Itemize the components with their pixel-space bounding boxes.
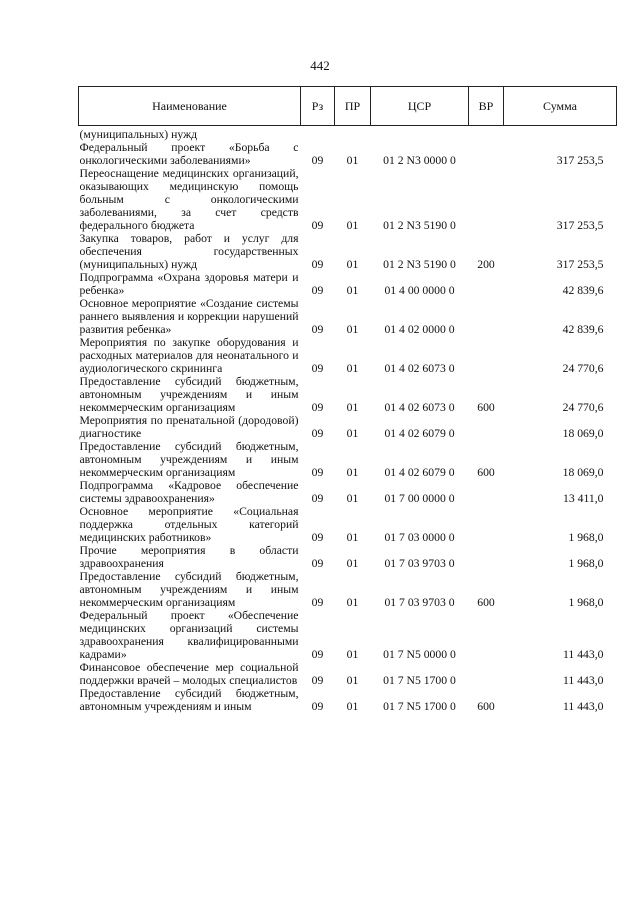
row-vr [469, 505, 504, 544]
table-row [79, 167, 617, 232]
row-rz: 09 [311, 323, 324, 336]
row-rz: 09 [311, 700, 324, 713]
table-row [79, 141, 617, 167]
row-csr: 01 2 N3 0000 0 [383, 154, 456, 167]
row-pr [335, 126, 371, 142]
row-name: Прочие мероприятия в области здравоохранения [79, 544, 299, 570]
header-csr: ЦСР [371, 87, 469, 126]
row-name: (муниципальных) нужд [79, 128, 198, 141]
row-vr: 600 [477, 700, 495, 713]
row-vr [469, 297, 504, 336]
row-name: Основное мероприятие «Создание системы раннего выявления и коррекции нарушений развития ребенка» [79, 297, 299, 336]
row-pr: 01 [346, 401, 359, 414]
row-rz [301, 126, 335, 142]
table-row [79, 336, 617, 375]
row-rz: 09 [311, 596, 324, 609]
row-pr: 01 [346, 466, 359, 479]
row-rz: 09 [311, 466, 324, 479]
row-rz: 09 [311, 674, 324, 687]
header-rz: Рз [301, 87, 335, 126]
table-row [79, 661, 617, 687]
header-pr: ПР [335, 87, 371, 126]
row-vr: 600 [477, 401, 495, 414]
row-rz: 09 [311, 154, 324, 167]
row-sum: 317 253,5 [556, 219, 604, 232]
row-name: Финансовое обеспечение мер социальной поддержки врачей – молодых специалистов [79, 661, 299, 687]
row-rz: 09 [311, 427, 324, 440]
table-row [79, 126, 617, 142]
row-sum: 317 253,5 [556, 258, 604, 271]
row-name: Основное мероприятие «Социальная поддержка отдельных категорий медицинских работников» [79, 505, 299, 544]
row-pr: 01 [346, 674, 359, 687]
row-sum: 24 770,6 [562, 362, 604, 375]
row-pr: 01 [346, 284, 359, 297]
row-vr: 600 [477, 596, 495, 609]
row-vr [469, 609, 504, 661]
row-vr [469, 141, 504, 167]
row-sum: 317 253,5 [556, 154, 604, 167]
row-csr: 01 7 03 0000 0 [384, 531, 455, 544]
row-vr: 600 [477, 466, 495, 479]
row-pr: 01 [346, 258, 359, 271]
row-pr: 01 [346, 531, 359, 544]
row-sum: 1 968,0 [568, 596, 604, 609]
header-name: Наименование [79, 87, 301, 126]
row-csr: 01 7 N5 1700 0 [383, 674, 456, 687]
table-row [79, 375, 617, 414]
table-row [79, 570, 617, 609]
row-pr: 01 [346, 219, 359, 232]
row-csr: 01 4 00 0000 0 [384, 284, 455, 297]
row-sum: 1 968,0 [568, 531, 604, 544]
row-rz: 09 [311, 492, 324, 505]
row-vr: 200 [477, 258, 495, 271]
row-pr: 01 [346, 700, 359, 713]
row-csr: 01 4 02 6073 0 [384, 362, 455, 375]
row-pr: 01 [346, 492, 359, 505]
row-sum: 18 069,0 [562, 427, 604, 440]
row-sum: 11 443,0 [563, 674, 604, 687]
row-vr [469, 414, 504, 440]
row-sum: 24 770,6 [562, 401, 604, 414]
row-rz: 09 [311, 258, 324, 271]
table-row [79, 414, 617, 440]
row-csr: 01 2 N3 5190 0 [383, 258, 456, 271]
row-csr: 01 7 03 9703 0 [384, 596, 455, 609]
row-sum: 13 411,0 [563, 492, 604, 505]
row-csr: 01 4 02 0000 0 [384, 323, 455, 336]
row-name: Закупка товаров, работ и услуг для обеспечения государственных (муниципальных) нужд [79, 232, 299, 271]
budget-table [78, 86, 617, 713]
table-row [79, 609, 617, 661]
row-pr: 01 [346, 596, 359, 609]
header-vr: ВР [469, 87, 504, 126]
row-name: Подпрограмма «Кадровое обеспечение системы здравоохранения» [79, 479, 299, 505]
row-sum: 11 443,0 [563, 648, 604, 661]
row-csr: 01 4 02 6073 0 [384, 401, 455, 414]
row-rz: 09 [311, 531, 324, 544]
table-row [79, 544, 617, 570]
row-pr: 01 [346, 323, 359, 336]
header-sum: Сумма [504, 87, 617, 126]
table-row [79, 232, 617, 271]
row-name: Переоснащение медицинских организаций, оказывающих медицинскую помощь больным с онкологическими заболеваниями, за счет средств федерального бюджета [79, 167, 299, 232]
row-name: Федеральный проект «Обеспечение медицинских организаций системы здравоохранения квалифицированными кадрами» [79, 609, 299, 661]
row-rz: 09 [311, 284, 324, 297]
row-rz: 09 [311, 648, 324, 661]
table-header-row [79, 87, 617, 126]
row-vr [469, 544, 504, 570]
row-csr: 01 7 N5 0000 0 [383, 648, 456, 661]
row-rz: 09 [311, 401, 324, 414]
row-vr [469, 661, 504, 687]
table-row [79, 687, 617, 713]
row-pr: 01 [346, 362, 359, 375]
row-pr: 01 [346, 648, 359, 661]
row-vr [469, 336, 504, 375]
row-name: Предоставление субсидий бюджетным, автономным учреждениям и иным некоммерческим организациям [79, 375, 299, 414]
row-sum: 1 968,0 [568, 557, 604, 570]
row-name: Федеральный проект «Борьба с онкологическими заболеваниями» [79, 141, 299, 167]
row-csr: 01 7 03 9703 0 [384, 557, 455, 570]
row-vr [469, 271, 504, 297]
row-sum: 42 839,6 [562, 284, 604, 297]
row-pr: 01 [346, 557, 359, 570]
row-csr: 01 7 N5 1700 0 [383, 700, 456, 713]
row-pr: 01 [346, 427, 359, 440]
row-rz: 09 [311, 219, 324, 232]
row-vr [469, 479, 504, 505]
table-row [79, 479, 617, 505]
row-csr: 01 4 02 6079 0 [384, 466, 455, 479]
row-rz: 09 [311, 362, 324, 375]
table-row [79, 271, 617, 297]
table-row [79, 505, 617, 544]
row-vr [469, 167, 504, 232]
row-csr: 01 7 00 0000 0 [384, 492, 455, 505]
row-vr [469, 126, 504, 142]
row-pr: 01 [346, 154, 359, 167]
row-csr: 01 2 N3 5190 0 [383, 219, 456, 232]
row-rz: 09 [311, 557, 324, 570]
row-name: Предоставление субсидий бюджетным, автономным учреждениям и иным [79, 687, 299, 713]
table-row [79, 440, 617, 479]
row-name: Мероприятия по закупке оборудования и расходных материалов для неонатального и аудиологического скрининга [79, 336, 299, 375]
row-sum: 18 069,0 [562, 466, 604, 479]
row-name: Мероприятия по пренатальной (дородовой) диагностике [79, 414, 299, 440]
row-csr: 01 4 02 6079 0 [384, 427, 455, 440]
row-sum: 42 839,6 [562, 323, 604, 336]
table-row [79, 297, 617, 336]
row-name: Предоставление субсидий бюджетным, автономным учреждениям и иным некоммерческим организациям [79, 440, 299, 479]
row-csr [371, 126, 469, 142]
row-sum: 11 443,0 [563, 700, 604, 713]
row-name: Подпрограмма «Охрана здоровья матери и ребенка» [79, 271, 299, 297]
page-number: 442 [310, 58, 330, 73]
row-sum [504, 126, 617, 142]
row-name: Предоставление субсидий бюджетным, автономным учреждениям и иным некоммерческим организациям [79, 570, 299, 609]
